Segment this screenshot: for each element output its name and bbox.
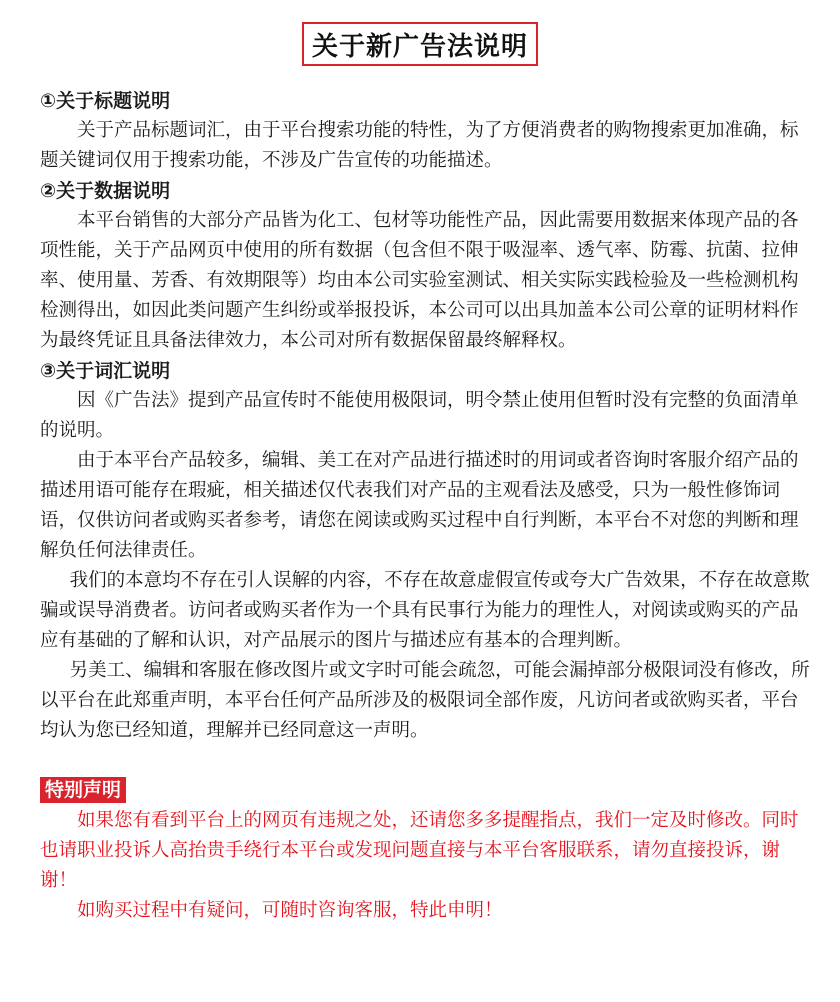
section-heading-data: ②关于数据说明 <box>40 180 171 202</box>
section-paragraph: 由于本平台产品较多，编辑、美工在对产品进行描述时的用词或者咨询时客服介绍产品的描述用语可能存在瑕疵，相关描述仅代表我们对产品的主观看法及感受，只为一般性修饰词语，仅供访问者或购买者参考，请您在阅读或购买过程中自行判断，本平台不对您的判断和理解负任何法律责任。 <box>40 450 799 561</box>
spacer <box>40 746 810 776</box>
notice-content <box>40 86 810 926</box>
page-title-box <box>302 22 538 66</box>
section-heading-vocabulary: ③关于词汇说明 <box>40 360 171 382</box>
special-notice-tag: 特别声明 <box>40 777 126 803</box>
special-notice <box>40 776 810 926</box>
page-title: 关于新广告法说明 <box>311 31 528 62</box>
section-paragraph: 因《广告法》提到产品宣传时不能使用极限词，明令禁止使用但暂时没有完整的负面清单的说明。 <box>40 390 799 441</box>
section-paragraph: 关于产品标题词汇，由于平台搜索功能的特性，为了方便消费者的购物搜索更加准确，标题关键词仅用于搜索功能，不涉及广告宣传的功能描述。 <box>40 120 799 171</box>
section-heading-title: ①关于标题说明 <box>40 90 171 112</box>
section-paragraph: 另美工、编辑和客服在修改图片或文字时可能会疏忽，可能会漏掉部分极限词没有修改，所以平台在此郑重声明，本平台任何产品所涉及的极限词全部作废，凡访问者或欲购买者，平台均认为您已经知道，理解并已经同意这一声明。 <box>40 660 810 741</box>
special-paragraph: 如果您有看到平台上的网页有违规之处，还请您多多提醒指点，我们一定及时修改。同时也请职业投诉人高抬贵手绕行本平台或发现问题直接与本平台客服联系，请勿直接投诉，谢谢！ <box>40 810 799 891</box>
section-paragraph: 本平台销售的大部分产品皆为化工、包材等功能性产品，因此需要用数据来体现产品的各项性能，关于产品网页中使用的所有数据（包含但不限于吸湿率、透气率、防霉、抗菌、拉伸率、使用量、芳香、有效期限等）均由本公司实验室测试、相关实际实践检验及一些检测机构检测得出，如因此类问题产生纠纷或举报投诉，本公司可以出具加盖本公司公章的证明材料作为最终凭证且具备法律效力，本公司对所有数据保留最终解释权。 <box>40 210 799 351</box>
special-paragraph: 如购买过程中有疑问，可随时咨询客服，特此申明！ <box>77 900 503 921</box>
section-paragraph: 我们的本意均不存在引人误解的内容，不存在故意虚假宣传或夸大广告效果，不存在故意欺骗或误导消费者。访问者或购买者作为一个具有民事行为能力的理性人，对阅读或购买的产品应有基础的了解和认识，对产品展示的图片与描述应有基本的合理判断。 <box>40 570 810 651</box>
